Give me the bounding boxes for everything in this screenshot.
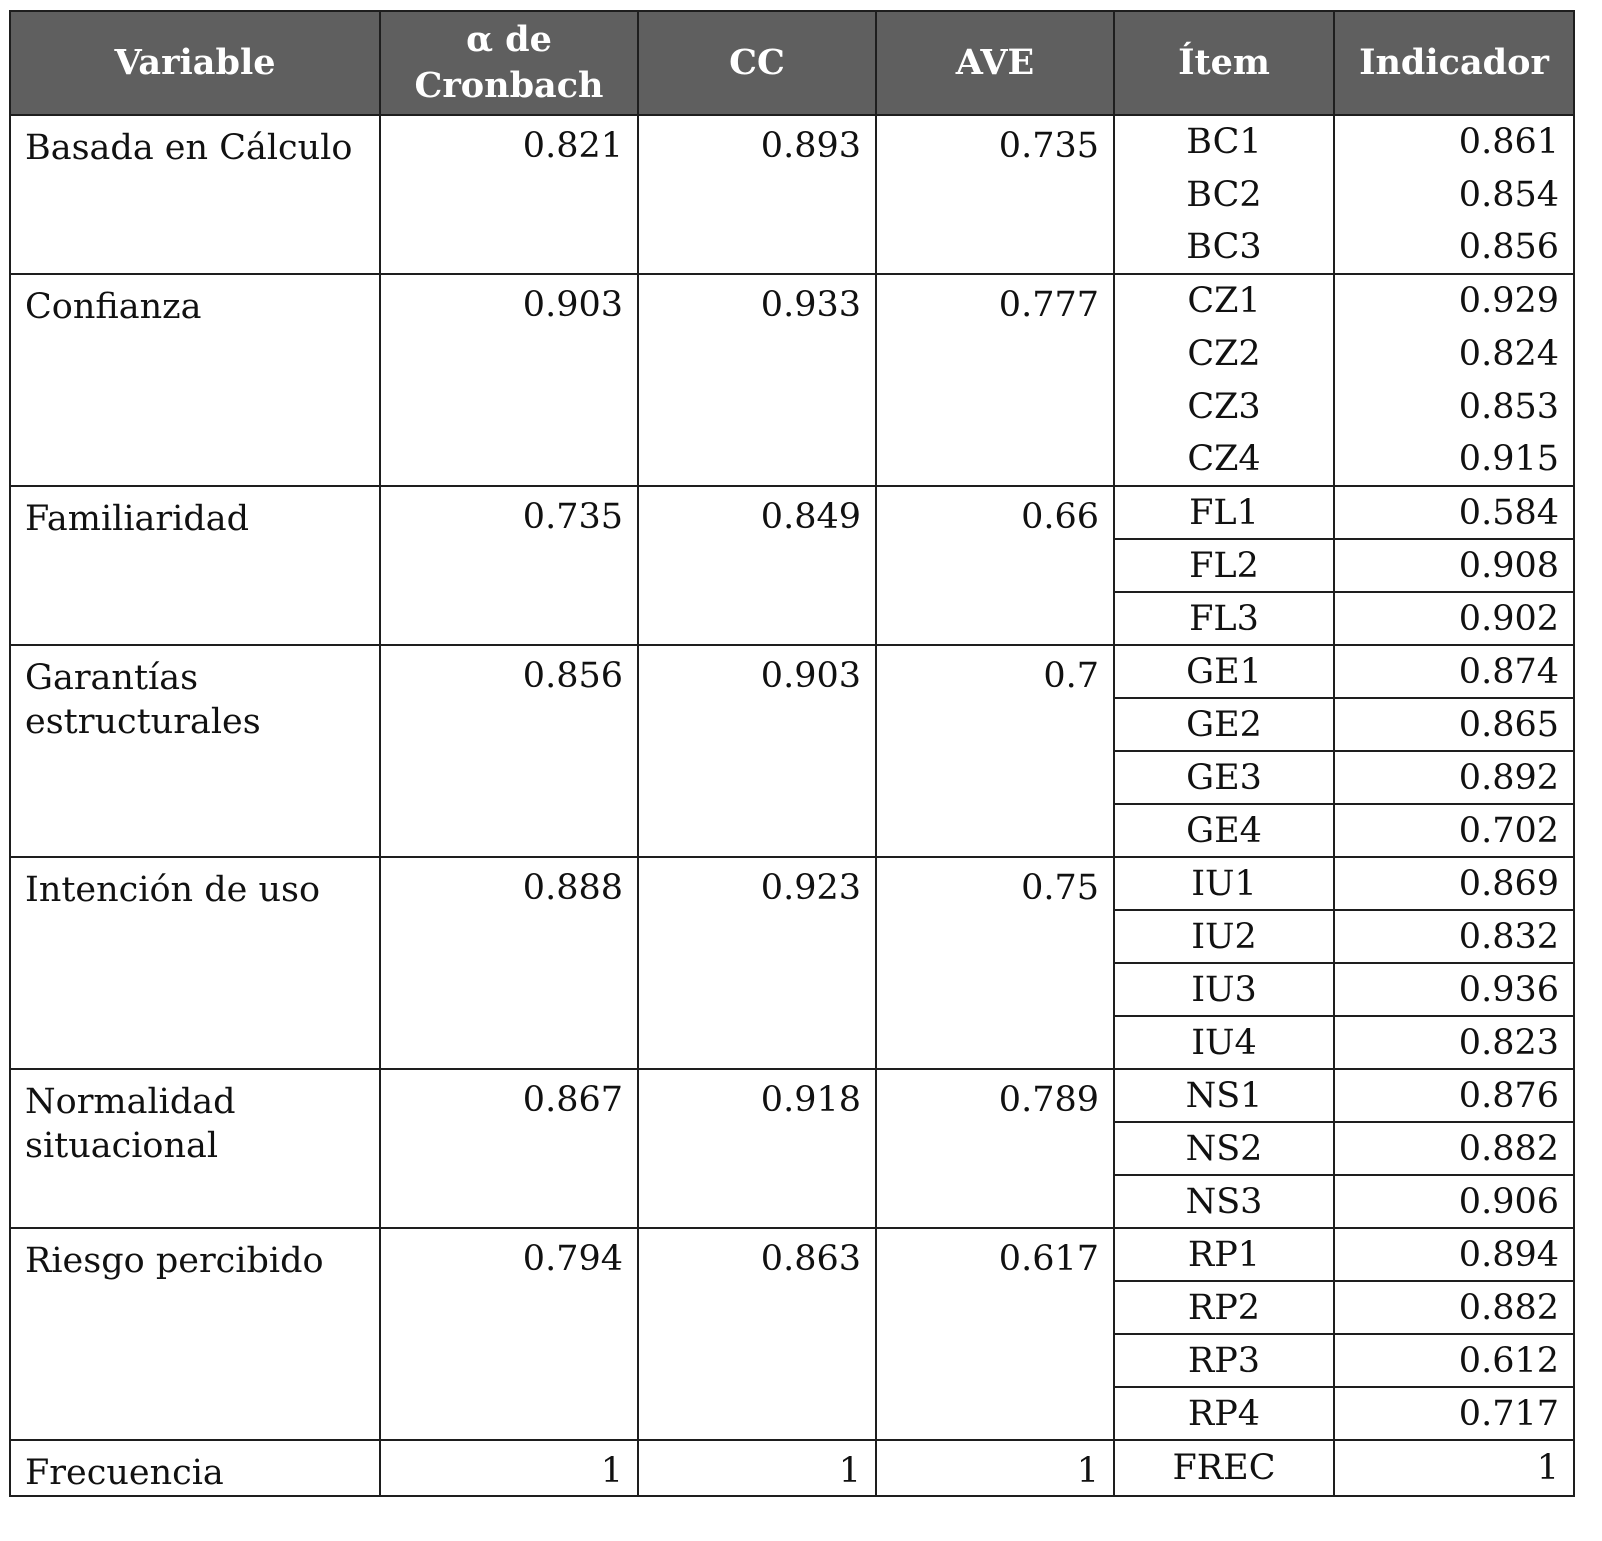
item-cell: GE1: [1114, 645, 1334, 698]
indicador-cell: 0.902: [1334, 592, 1574, 645]
alpha-cell: 0.888: [380, 857, 638, 1069]
cc-cell: 0.933: [638, 274, 876, 486]
ave-cell: 0.735: [876, 115, 1114, 274]
header-cc: CC: [638, 11, 876, 115]
ave-cell: 0.66: [876, 486, 1114, 645]
indicador-cell: 0.702: [1334, 804, 1574, 857]
ave-cell: 0.75: [876, 857, 1114, 1069]
item-cell: CZ1: [1114, 274, 1334, 327]
indicador-cell: 0.892: [1334, 751, 1574, 804]
indicador-cell: 0.915: [1334, 433, 1574, 486]
header-variable: Variable: [10, 11, 380, 115]
indicador-cell: 0.854: [1334, 168, 1574, 221]
item-cell: IU4: [1114, 1016, 1334, 1069]
item-cell: FL3: [1114, 592, 1334, 645]
item-cell: RP2: [1114, 1281, 1334, 1334]
variable-cell: Normalidad situacional: [10, 1069, 380, 1228]
item-cell: GE4: [1114, 804, 1334, 857]
indicador-cell: 0.929: [1334, 274, 1574, 327]
alpha-cell: 0.856: [380, 645, 638, 857]
indicador-cell: 0.824: [1334, 327, 1574, 380]
cc-cell: 0.918: [638, 1069, 876, 1228]
cc-cell: 0.923: [638, 857, 876, 1069]
header-alpha-line2: Cronbach: [414, 65, 604, 106]
table-body: [10, 115, 1574, 1496]
item-cell: FL1: [1114, 486, 1334, 539]
table-header: [10, 11, 1574, 115]
indicador-cell: 0.936: [1334, 963, 1574, 1016]
indicador-cell: 0.908: [1334, 539, 1574, 592]
variable-cell: Familiaridad: [10, 486, 380, 645]
indicador-cell: 0.832: [1334, 910, 1574, 963]
cc-cell: 0.849: [638, 486, 876, 645]
header-item: Ítem: [1114, 11, 1334, 115]
item-cell: IU3: [1114, 963, 1334, 1016]
table-row: [10, 486, 1574, 539]
item-cell: GE2: [1114, 698, 1334, 751]
alpha-cell: 0.903: [380, 274, 638, 486]
ave-cell: 0.777: [876, 274, 1114, 486]
indicador-cell: 0.856: [1334, 221, 1574, 274]
indicador-cell: 0.876: [1334, 1069, 1574, 1122]
alpha-cell: 1: [380, 1440, 638, 1496]
table-row: [10, 274, 1574, 327]
item-cell: FREC: [1114, 1440, 1334, 1496]
cc-cell: 0.893: [638, 115, 876, 274]
indicador-cell: 0.906: [1334, 1175, 1574, 1228]
indicador-cell: 0.869: [1334, 857, 1574, 910]
variable-cell: Riesgo percibido: [10, 1228, 380, 1440]
cc-cell: 0.903: [638, 645, 876, 857]
item-cell: IU1: [1114, 857, 1334, 910]
variable-cell: Garantías estructurales: [10, 645, 380, 857]
indicador-cell: 0.823: [1334, 1016, 1574, 1069]
alpha-cell: 0.794: [380, 1228, 638, 1440]
indicador-cell: 1: [1334, 1440, 1574, 1496]
item-cell: CZ2: [1114, 327, 1334, 380]
indicador-cell: 0.584: [1334, 486, 1574, 539]
alpha-cell: 0.867: [380, 1069, 638, 1228]
indicador-cell: 0.861: [1334, 115, 1574, 168]
table-row: [10, 115, 1574, 168]
variable-cell: Basada en Cálculo: [10, 115, 380, 274]
indicador-cell: 0.853: [1334, 380, 1574, 433]
header-row: [10, 11, 1574, 115]
variable-cell: Confianza: [10, 274, 380, 486]
ave-cell: 0.7: [876, 645, 1114, 857]
item-cell: CZ3: [1114, 380, 1334, 433]
item-cell: CZ4: [1114, 433, 1334, 486]
item-cell: BC2: [1114, 168, 1334, 221]
item-cell: BC3: [1114, 221, 1334, 274]
item-cell: FL2: [1114, 539, 1334, 592]
header-alpha: [380, 11, 638, 115]
indicador-cell: 0.612: [1334, 1334, 1574, 1387]
table-row: [10, 1440, 1574, 1496]
variable-cell: Intención de uso: [10, 857, 380, 1069]
item-cell: RP1: [1114, 1228, 1334, 1281]
item-cell: RP3: [1114, 1334, 1334, 1387]
header-ave: AVE: [876, 11, 1114, 115]
indicador-cell: 0.865: [1334, 698, 1574, 751]
table-row: [10, 1228, 1574, 1281]
alpha-cell: 0.821: [380, 115, 638, 274]
variable-cell: Frecuencia: [10, 1440, 380, 1496]
indicador-cell: 0.882: [1334, 1281, 1574, 1334]
item-cell: IU2: [1114, 910, 1334, 963]
indicador-cell: 0.717: [1334, 1387, 1574, 1440]
ave-cell: 1: [876, 1440, 1114, 1496]
item-cell: NS1: [1114, 1069, 1334, 1122]
indicador-cell: 0.882: [1334, 1122, 1574, 1175]
item-cell: BC1: [1114, 115, 1334, 168]
header-indicador: Indicador: [1334, 11, 1574, 115]
item-cell: NS2: [1114, 1122, 1334, 1175]
ave-cell: 0.617: [876, 1228, 1114, 1440]
table-row: [10, 645, 1574, 698]
cc-cell: 1: [638, 1440, 876, 1496]
indicador-cell: 0.894: [1334, 1228, 1574, 1281]
table-row: [10, 857, 1574, 910]
ave-cell: 0.789: [876, 1069, 1114, 1228]
item-cell: NS3: [1114, 1175, 1334, 1228]
indicador-cell: 0.874: [1334, 645, 1574, 698]
item-cell: RP4: [1114, 1387, 1334, 1440]
header-alpha-line1: α de: [466, 19, 552, 60]
reliability-table: [9, 10, 1575, 1497]
cc-cell: 0.863: [638, 1228, 876, 1440]
alpha-cell: 0.735: [380, 486, 638, 645]
table-row: [10, 1069, 1574, 1122]
item-cell: GE3: [1114, 751, 1334, 804]
